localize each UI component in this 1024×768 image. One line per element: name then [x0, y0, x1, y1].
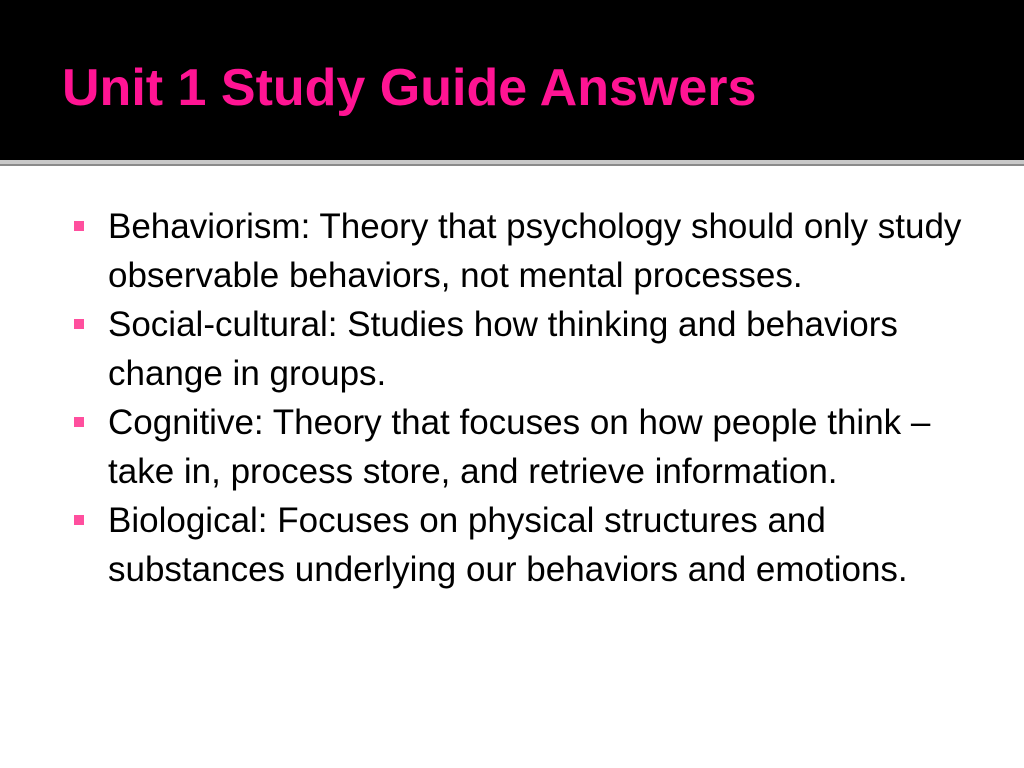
bullet-item-biological — [72, 496, 972, 594]
slide-title: Unit 1 Study Guide Answers — [62, 59, 757, 117]
bullet-list — [72, 202, 972, 594]
bullet-item-cognitive — [72, 398, 972, 496]
bullet-text: Biological: Focuses on physical structures and substances underlying our behaviors and emotions. — [108, 501, 908, 589]
bullet-text: Social-cultural: Studies how thinking and behaviors change in groups. — [108, 305, 898, 393]
bullet-item-social-cultural — [72, 300, 972, 398]
square-bullet-icon — [74, 319, 84, 329]
bullet-text: Behaviorism: Theory that psychology should only study observable behaviors, not mental processes. — [108, 207, 962, 295]
bullet-text: Cognitive: Theory that focuses on how people think – take in, process store, and retrieve information. — [108, 403, 931, 491]
square-bullet-icon — [74, 515, 84, 525]
title-band — [0, 0, 1024, 160]
bullet-item-behaviorism — [72, 202, 972, 300]
square-bullet-icon — [74, 417, 84, 427]
slide-content — [0, 166, 1024, 768]
square-bullet-icon — [74, 221, 84, 231]
